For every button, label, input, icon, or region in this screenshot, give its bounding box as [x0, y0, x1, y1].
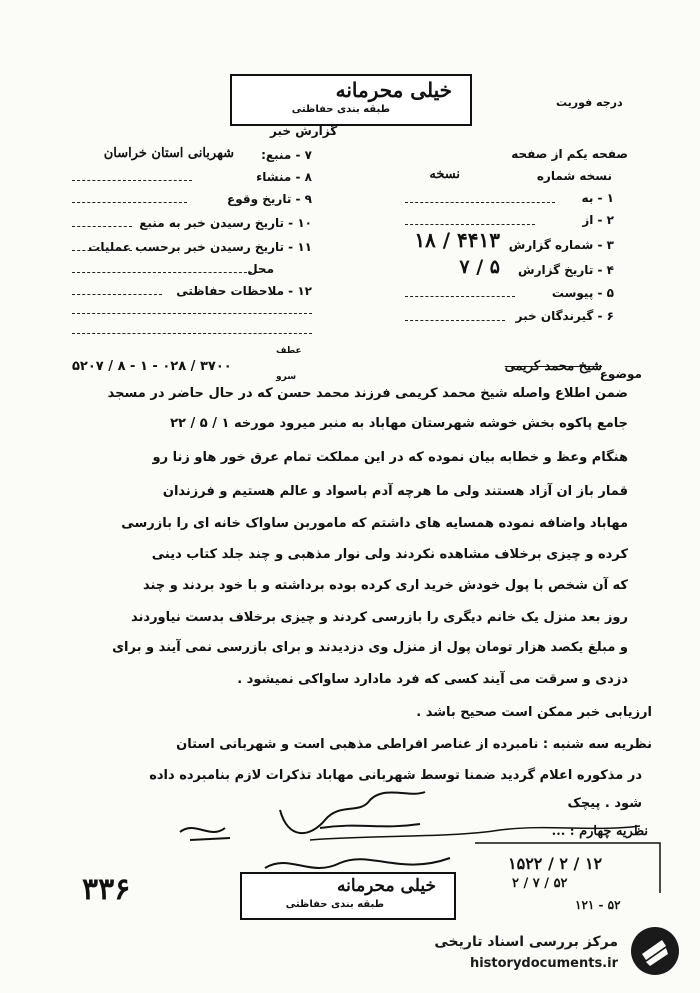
bottom-stamp-classification: خیلی محرمانه	[337, 876, 436, 896]
classification-text: خیلی محرمانه	[335, 78, 452, 102]
field-copy: نسخه شماره	[536, 169, 612, 183]
field-to: ۱ - به	[581, 191, 614, 205]
field-source: ۷ - منبع:	[261, 148, 312, 162]
handwritten-comment: نظریه چهارم : ...	[551, 824, 648, 839]
watermark-url: historydocuments.ir	[469, 956, 618, 971]
classification-stamp-top	[230, 74, 472, 126]
subject-label: موضوع	[599, 367, 642, 381]
urgency-label: درجه فوریت	[556, 96, 623, 109]
field-from: ۲ - از	[582, 213, 614, 227]
bottom-registration-date: ۲ / ۷ / ۵۲	[512, 876, 568, 891]
field-recipients: ۶ - گیرندگان خبر	[515, 309, 614, 323]
field-report-number: ۳ - شماره گزارش	[508, 238, 614, 252]
bottom-stamp-label: طبقه بندی حفاظتی	[285, 899, 384, 910]
comment-line: در مذکوره اعلام گردید ضمنا توسط شهربانی مهاباد تذکرات لازم بنامبرده داده	[149, 768, 642, 783]
field-protection-notes: ۱۲ - ملاحظات حفاظتی	[176, 284, 312, 298]
subject-value: شیخ محمد کریمی	[504, 359, 602, 374]
body-line: ضمن اطلاع واصله شیخ محمد کریمی فرزند محمد حسن که در حال حاضر در مسجد	[107, 386, 628, 401]
report-number-value: ۴۴۱۳ / ۱۸	[414, 228, 500, 252]
body-line: قمار باز ان آزاد هستند ولی ما هرچه آدم باسواد و عالم هستیم و فرزندان	[162, 484, 628, 499]
field-page: صفحه یکم از صفحه	[511, 147, 628, 161]
source-value: شهربانی استان خراسان	[103, 146, 234, 161]
field-location: محل	[247, 262, 274, 276]
assessment-line: ارزیابی خبر ممکن است صحیح باشد .	[416, 705, 652, 720]
comment-line: نظریه سه شنبه : نامبرده از عناصر افراطی مذهبی است و شهربانی استان	[176, 737, 652, 752]
field-received-by-source: ۱۰ - تاریخ رسیدن خبر به منبع	[139, 216, 312, 230]
margin-number: ۳۳۶	[82, 872, 131, 907]
watermark	[418, 918, 690, 984]
body-line: روز بعد منزل یک خانم دیگری را بازرسی کردند و چیزی برخلاف بدست نیاوردند	[131, 610, 628, 625]
classification-label: طبقه بندی حفاظتی	[291, 104, 390, 115]
reference-number: ۳۷۰۰ / ۰۲۸ - ۱ - ۸ / ۵۲۰۷	[72, 359, 232, 374]
field-attachment: ۵ - پیوست	[551, 286, 614, 300]
field-report-date: ۴ - تاریخ گزارش	[518, 263, 614, 277]
archive-logo-icon	[628, 924, 682, 978]
body-line: و مبلغ یکصد هزار تومان پول از منزل وی دزدیدند و برای بازرسی نمی آیند و برای	[112, 640, 628, 655]
body-line: مهاباد واضافه نموده همسایه های داشتم که ماموربن ساواک خانه ای را بازرسی	[121, 516, 628, 531]
document-type-title: گزارش خبر	[270, 124, 338, 138]
body-line: دزدی و سرقت می آیند کسی که فرد مادارد ساواکی نمیشود .	[237, 672, 628, 687]
reference-label-bottom: سرو	[276, 372, 297, 382]
report-date-value: ۵ / ۷	[459, 256, 500, 278]
field-received-by-operation: ۱۱ - تاریخ رسیدن خبر برحسب عملیات	[88, 240, 312, 254]
field-origin: ۸ - منشاء	[256, 170, 312, 184]
body-line: که آن شخص با پول خودش خرید اری کرده بوده برداشته و با خود بردند و چند	[143, 578, 628, 593]
body-line: کرده و چیزی برخلاف مشاهده نکردند ولی نوار مذهبی و چند جلد کتاب دینی	[151, 547, 628, 562]
field-copy-value: نسخه	[429, 167, 460, 182]
footer-code: ۱۲۱ - ۵۲	[575, 898, 621, 912]
bottom-registration-number: ۱۵۲۲ / ۲ / ۱۲	[508, 854, 603, 873]
watermark-title: مرکز بررسی اسناد تاریخی	[434, 934, 618, 950]
classification-stamp-bottom	[240, 872, 456, 920]
comment-line: شود . پیچک	[567, 796, 642, 811]
field-occurrence-date: ۹ - تاریخ وقوع	[227, 192, 312, 206]
body-line: جامع پاکوه بخش خوشه شهرستان مهاباد به منبر میرود مورخه ۱ / ۵ / ۲۲	[170, 416, 628, 431]
bottom-box-frame	[470, 838, 670, 898]
reference-label-top: عطف	[276, 346, 302, 356]
body-line: هنگام وعظ و خطابه بیان نموده که در این مملکت تمام عرق خور هاو زنا رو	[152, 450, 628, 465]
